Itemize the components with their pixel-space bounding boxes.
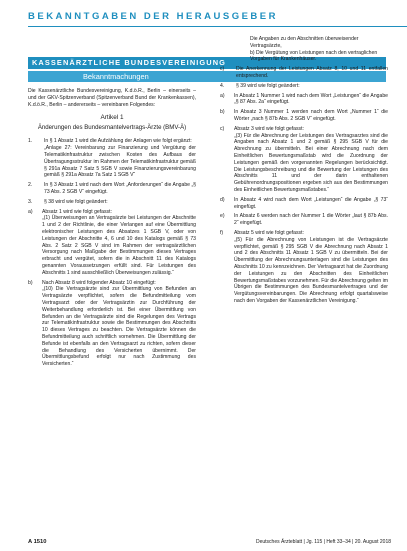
sub-item — [28, 209, 196, 277]
sub-quote: „(10) Die Vertragsärzte sind zur Übermittlung von Befunden an Vertragsärzte verpflichtet, sofern die Befundmitteilung vom Vertragsarzt oder der Vertragsärztin zur Durchführung der Weiterbehandlung erforderlich ist. Bei einer Übermittlung von Befunden an die Vertragsärzte sind die Regelungen des Vertrags zur Telematikinfrastruktur sowie die Bestimmungen des Abschnitts 10 dieses Vertrages zu beachten. Die Vertragsärzte können die Befundmitteilung auch schriftlich vornehmen. Die Übermittlung der Befunde ist ebenfalls an den Vertragsarzt zu richten, sofern dieser die Behandlung des Versicherten übernimmt. Der Übermittlungsbefund erfolgt nur nach Zustimmung des Versicherten.“ — [42, 286, 196, 368]
item-text: In § 1 Absatz 1 wird die Aufzählung der Anlagen wie folgt ergänzt: — [44, 138, 192, 145]
header-rubric: BEKANNTGABEN DER HERAUSGEBER — [28, 11, 278, 22]
sub-letter: e) — [220, 213, 225, 220]
section-bar: Bekanntmachungen — [28, 71, 386, 82]
item-quote: „Anlage 27: Vereinbarung zur Finanzierung und Vergütung der Telematikinfrastruktur zwischen Kosten des Aufbaus der Übertragungsstruktur im Rahmen der Telematikinfrastruktur gemäß § 291a Absatz 7 Satz 5 SGB V sowie Finanzierungsvereinbarung gemäß § 291a Absatz 7a Satz 1 SGB V“ — [44, 145, 196, 179]
item-text: In § 3 Absatz 1 wird nach dem Wort „Anforderungen“ die Angabe „§ 73 Abs. 2 SGB V“ eingefügt. — [44, 182, 196, 195]
sub-item — [28, 280, 196, 368]
right-column — [220, 36, 388, 308]
org-bar: KASSENÄRZTLICHE BUNDESVEREINIGUNG — [28, 57, 386, 69]
item-number: 4. — [220, 82, 225, 89]
item-number: 1. — [28, 138, 33, 145]
list-item — [220, 66, 388, 80]
sub-quote: „(5) Für die Abrechnung von Leistungen ist die Vertragsärzte verpflichtet, gemäß § 295 SGB V die Abrechnung nach Absatz 1 und 2 des Abschnitts 11 Absatz 1 SGB V zu übermitteln. Bei der Übermittlung der Abrechnungsunterlagen sind die Leistungen des Abschnitts 10 zu kennzeichnen. Der Vertragsarzt hat die Zuordnung der Leistungen zu den Abschnitten des Einheitlichen Bewertungsmaßstabes vorzunehmen. Für die Abrechnung gelten im Übrigen die Bestimmungen des Bundesmantelvertrages und der Vergütungsvereinbarungen. Die Abrechnung erfolgt quartalsweise nach den Vorgaben der Kassenärztlichen Vereinigung.“ — [234, 236, 388, 304]
journal-citation: Deutsches Ärzteblatt | Jg. 115 | Heft 33–34 | 20. August 2018 — [256, 539, 391, 545]
sub-letter: f) — [220, 229, 224, 236]
sub-letter: a) — [220, 92, 225, 99]
list-item — [220, 83, 388, 90]
sub-item — [220, 93, 388, 107]
list-item — [28, 138, 196, 179]
sub-text: In Absatz 6 werden nach der Nummer 1 die Wörter „laut § 87b Abs. 2“ eingefügt. — [234, 213, 388, 227]
article-subtitle: Änderungen des Bundesmantelvertrags-Ärzte (BMV-Ä) — [37, 124, 187, 132]
sub-quote: „(1) Überweisungen an Vertragsärzte bei Leistungen der Abschnitte 1 und 2 der Richtlinie, die einer Verlangen auf eine Übermittlung elektronischer Leistungen des Absatzes 1 SGB V, oder von Leistungen der Abschnitte 4, 6 und 10 des Katalogs gemäß § 73 Abs. 2 Satz 2 SGB V sind im Rahmen der vertragsärztlichen Versorgung nach Maßgabe der Bestimmungen dieses Vertrages erbracht und vergütet, sofern die in Abschnitt 11 des Katalogs genannten Voraussetzungen erfüllt sind. Für Leistungen des Abschnitts 1 sind ausschließlich Überweisungen zulässig.“ — [42, 215, 196, 276]
sub-letter: a) — [28, 208, 33, 215]
item-number: 3. — [28, 198, 33, 205]
sub-text: Absatz 1 wird wie folgt gefasst: — [42, 208, 112, 215]
item-number: c) — [220, 66, 225, 73]
sub-text: Absatz 5 wird wie folgt gefasst: — [234, 229, 304, 236]
sub-item — [220, 230, 388, 305]
intro-paragraph: Die Kassenärztliche Bundesvereinigung, K.d.ö.R., Berlin – einerseits – und der GKV-Spitzenverband (Spitzenverband Bund der Krankenkassen), K.d.ö.R., Berlin – andererseits – vereinbaren Folgendes: — [28, 88, 196, 108]
list-item — [28, 199, 196, 206]
sub-text: In Absatz 4 wird nach dem Wort „Leistungen“ die Angabe „§ 73“ eingefügt. — [234, 196, 388, 210]
sub-letter: b) — [28, 279, 33, 286]
header-bar — [0, 8, 407, 28]
item-text: § 39 wird wie folgt geändert: — [236, 82, 300, 89]
continued-text: Die Angaben zu den Abschnitten überweisender Vertragsärzte, — [250, 36, 359, 49]
sub-letter: c) — [220, 125, 225, 132]
item-text: § 38 wird wie folgt geändert: — [44, 198, 108, 205]
sub-text: In Absatz 3 Nummer 1 werden nach dem Wort „Nummer 1“ die Wörter „nach § 87b Abs. 2 SGB V“ eingefügt. — [234, 109, 388, 122]
sub-text: In Absatz 1 Nummer 1 wird nach dem Wort „Leistungen“ die Angabe „§ 87 Abs. 2a“ eingefügt. — [234, 92, 388, 106]
article-title: Artikel 1 — [100, 114, 124, 122]
sub-letter: d) — [220, 196, 225, 203]
item-text: Die Anerkennung der Leistungen Absatz 8, 10 und 11 entfallen entsprechend. — [236, 66, 388, 79]
left-column — [28, 88, 196, 371]
sub-quote: „(3) Für die Abrechnung der Leistungen des Vertragsarztes sind die Angaben nach Absatz 1 und 2 gemäß § 295 SGB V für die Abrechnung zu übermitteln. Bei einer Abrechnung nach dem Einheitlichen Bewertungsmaßstab wird die Zuordnung der Leistungen gemäß den vorgenannten Regelungen berücksichtigt. Die Leistungsbeschreibung und die Bewertung der Leistungen des Abschnitts 11 und der darin enthaltenen Gebührenordnungspositionen ergeben sich aus den Bestimmungen des Einheitlichen Bewertungsmaßstabes.“ — [234, 132, 388, 193]
page-number: A 1510 — [28, 539, 47, 545]
item-number: 2. — [28, 182, 33, 189]
sub-item — [220, 213, 388, 227]
sub-letter: b) — [220, 109, 225, 116]
sub-item — [220, 109, 388, 123]
list-item — [28, 182, 196, 196]
sub-item — [220, 126, 388, 194]
sub-text: Nach Absatz 8 wird folgender Absatz 10 eingefügt: — [42, 279, 156, 286]
continued-text: b) Die Vergütung von Leistungen nach den vertraglichen Vorgaben für Krankenhäuser. — [250, 49, 378, 63]
sub-item — [220, 197, 388, 211]
header-rule — [28, 26, 407, 27]
sub-text: Absatz 3 wird wie folgt gefasst: — [234, 125, 304, 132]
